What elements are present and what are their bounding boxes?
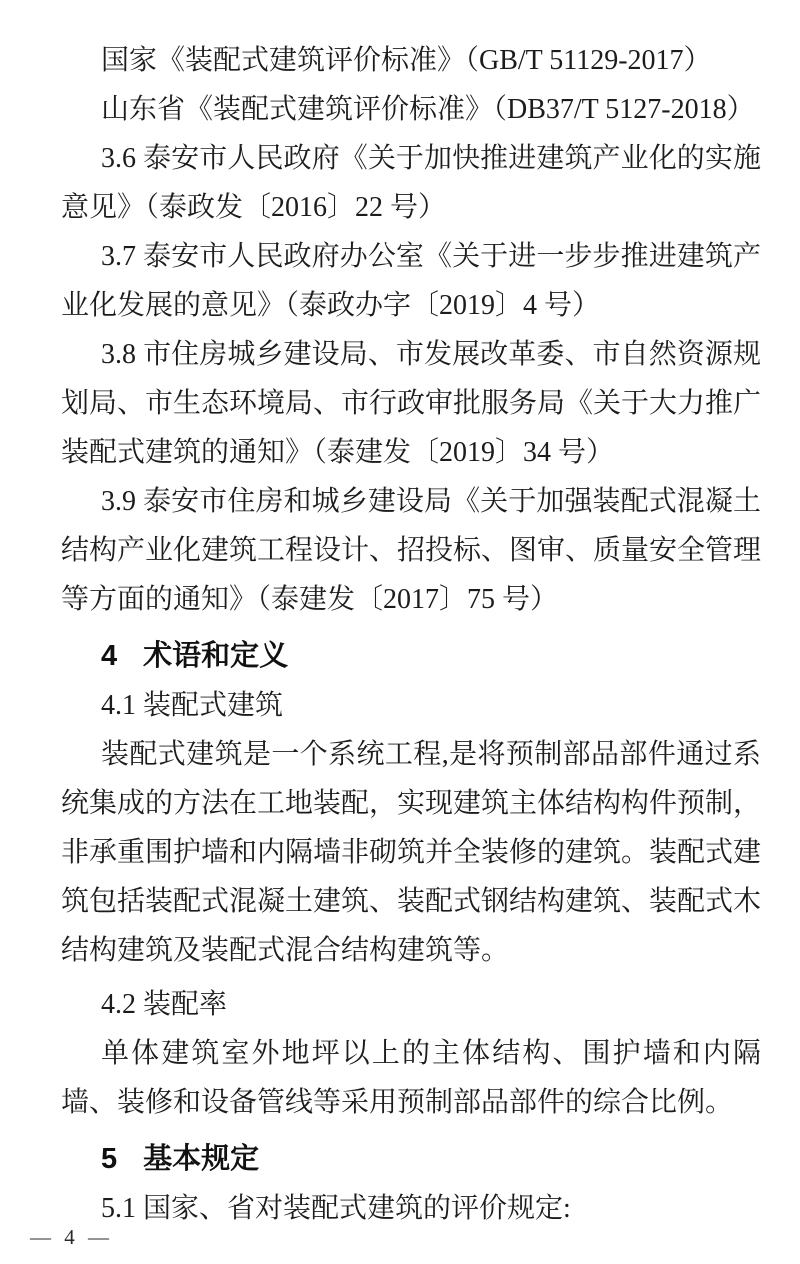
paragraph-item-3-8: 3.8 市住房城乡建设局、市发展改革委、市自然资源规划局、市生态环境局、市行政审批服务局《关于大力推广装配式建筑的通知》（泰建发〔2019〕34 号） [61,339,762,468]
section-heading-terms-definitions [61,632,761,681]
paragraph-term-4-2-definition: 单体建筑室外地坪以上的主体结构、围护墙和内隔墙、装修和设备管线等采用预制部品部件的综合比例。 [61,1038,761,1118]
paragraph-item-3-6: 3.6 泰安市人民政府《关于加快推进建筑产业化的实施意见》（泰政发〔2016〕22 号） [61,143,761,223]
paragraph-term-4-1-definition: 装配式建筑是一个系统工程,是将预制部品部件通过系统集成的方法在工地装配，实现建筑主体结构构件预制，非承重围护墙和内隔墙非砌筑并全装修的建筑。装配式建筑包括装配式混凝土建筑、装配式钢结构建筑、装配式木结构建筑及装配式混合结构建筑等。 [61,739,762,966]
section-heading-basic-rules [61,1135,761,1184]
paragraph-item-3-7: 3.7 泰安市人民政府办公室《关于进一步步推进建筑产业化发展的意见》（泰政办字〔2019〕4 号） [61,241,761,321]
section-number: 4 [101,640,118,672]
section-title: 术语和定义 [143,640,289,672]
section-number: 5 [101,1143,118,1175]
document-body [61,36,761,1233]
paragraph-term-4-1-label: 4.1 装配式建筑 [101,690,284,721]
paragraph-shandong-standard: 山东省《装配式建筑评价标准》（DB37/T 5127-2018） [101,94,755,125]
page-number: — 4 — [30,1225,113,1249]
paragraph-item-5-1: 5.1 国家、省对装配式建筑的评价规定: [101,1193,571,1224]
paragraph-term-4-2-label: 4.2 装配率 [101,989,228,1020]
paragraph-national-standard: 国家《装配式建筑评价标准》（GB/T 51129-2017） [101,45,712,76]
paragraph-item-3-9: 3.9 泰安市住房和城乡建设局《关于加强装配式混凝土结构产业化建筑工程设计、招投标、图审、质量安全管理等方面的通知》（泰建发〔2017〕75 号） [61,486,762,615]
section-title: 基本规定 [143,1143,260,1175]
